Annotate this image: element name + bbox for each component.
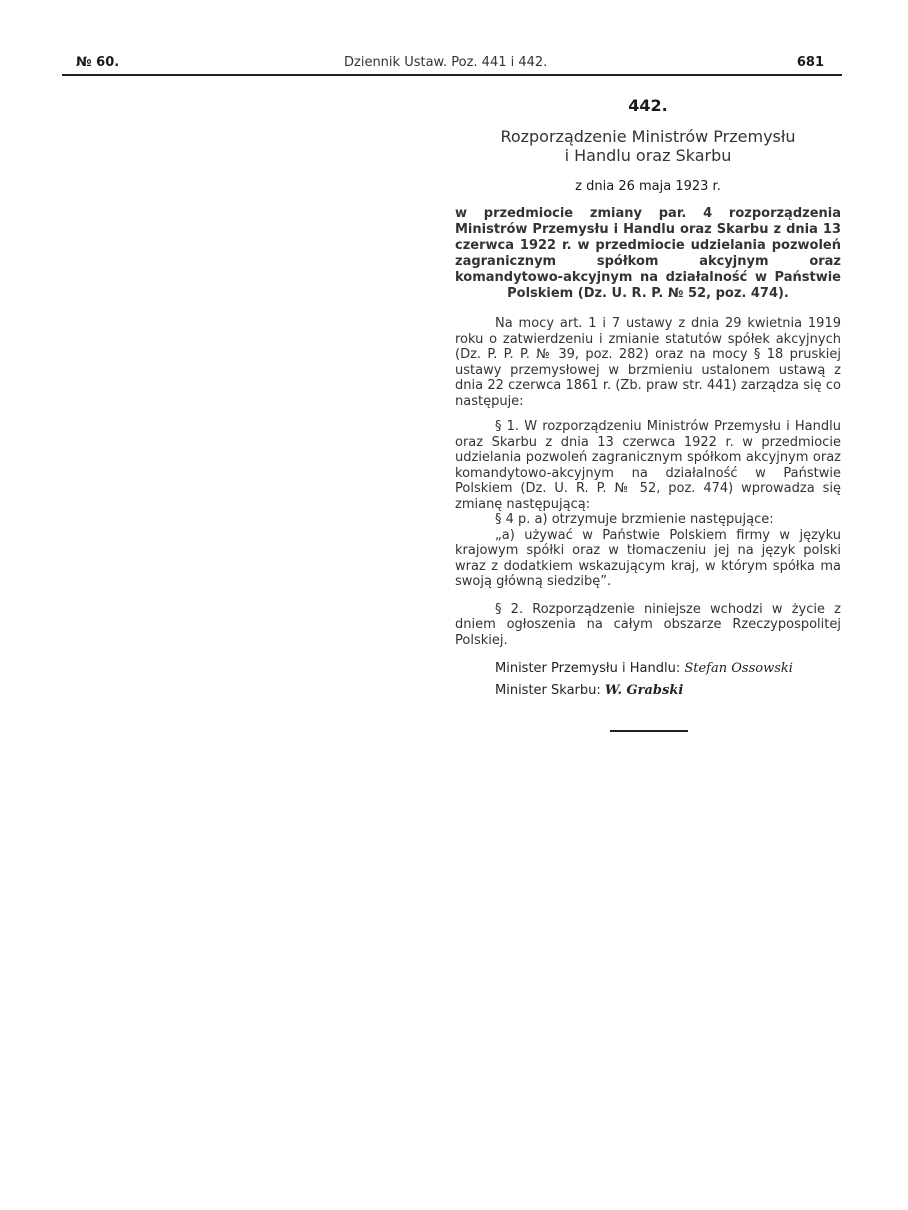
section-1-item: § 4 p. a) otrzymuje brzmienie następujące: [495, 512, 774, 527]
document-number: 442. [628, 96, 668, 115]
signature-1 [455, 658, 841, 680]
title-line-2: i Handlu oraz Skarbu [564, 146, 732, 165]
signature-1-role: Minister Przemysłu i Handlu: [495, 661, 681, 676]
preamble: Na mocy art. 1 i 7 ustawy z dnia 29 kwietnia 1919 roku o zatwierdzeniu i zmianie statutów spółek akcyjnych (Dz. P. P. P. № 39, poz. 282) oraz na mocy § 18 pruskiej ustawy przemysłowej w brzmieniu ustalonem ustawą z dnia 22 czerwca 1861 r. (Zb. praw str. 441) zarządza się co następuje: [455, 316, 841, 409]
document-date: z dnia 26 maja 1923 r. [575, 179, 721, 194]
journal-reference: Dziennik Ustaw. Poz. 441 i 442. [344, 55, 548, 70]
header-rule [62, 74, 842, 76]
section-1: § 1. W rozporządzeniu Ministrów Przemysłu i Handlu oraz Skarbu z dnia 13 czerwca 1922 r. w przedmiocie udzielania pozwoleń zagranicznym spółkom akcyjnym oraz komandytowo-akcyjnym na działalność w Państwie Polskiem (Dz. U. R. P. № 52, poz. 474) wprowadza się zmianę następującą: [455, 419, 841, 512]
signature-1-name: Stefan Ossowski [684, 661, 793, 676]
signature-2-name: W. Grabski [604, 683, 684, 698]
issue-number: № 60. [76, 55, 120, 70]
document-subject: w przedmiocie zmiany par. 4 rozporządzenia Ministrów Przemysłu i Handlu oraz Skarbu z dnia 13 czerwca 1922 r. w przedmiocie udzielania pozwoleń zagranicznym spółkom akcyjnym oraz komandytowo-akcyjnym na działalność w Państwie Polskiem (Dz. U. R. P. № 52, poz. 474). [455, 206, 841, 301]
document-title [455, 127, 841, 165]
signature-2-role: Minister Skarbu: [495, 683, 601, 698]
signature-2 [455, 680, 841, 702]
document-column [455, 96, 841, 702]
section-1-quote: „a) używać w Państwie Polskiem firmy w języku krajowym spółki oraz w tłomaczeniu jej na język polski wraz z dodatkiem wskazującym kraj, w którym spółka ma swoją główną siedzibę”. [455, 527, 841, 589]
title-line-1: Rozporządzenie Ministrów Przemysłu [500, 127, 796, 146]
page-number: 681 [796, 55, 824, 70]
section-2: § 2. Rozporządzenie niniejsze wchodzi w życie z dniem ogłoszenia na całym obszarze Rzeczypospolitej Polskiej. [455, 601, 841, 648]
end-rule [610, 730, 688, 732]
page-header [62, 52, 842, 74]
